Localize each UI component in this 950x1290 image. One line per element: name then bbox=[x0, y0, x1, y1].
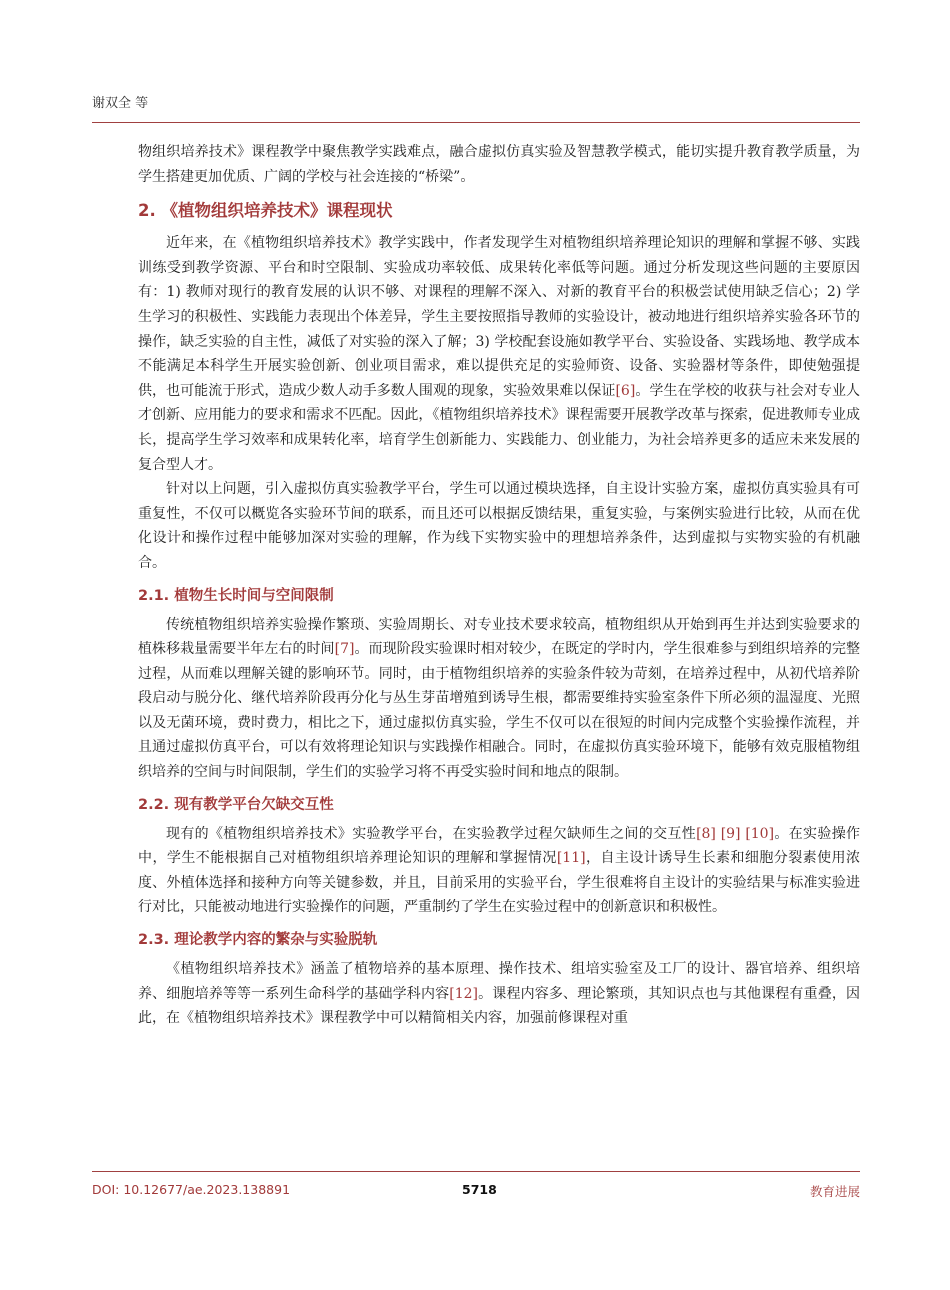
citation-link[interactable]: [7] bbox=[334, 641, 355, 658]
section-2-1-heading: 2.1. 植物生长时间与空间限制 bbox=[138, 587, 334, 604]
citation-link[interactable]: [6] bbox=[615, 382, 636, 399]
paragraph-text: 近年来，在《植物组织培养技术》教学实践中，作者发现学生对植物组织培养理论知识的理解和掌握不够、实践训练受到教学资源、平台和时空限制、实验成功率较低、成果转化率低等问题。通过分析发现这些问题的主要原因有：1) 教师对现行的教育发展的认识不够、对课程的理解不深入、对新的教育平台的积极尝试使用缺乏信心；2) 学生学习的积极性、实践能力表现出个体差异，学生主要按照指导教师的实验设计，被动地进行组织培养实验各环节的操作，缺乏实验的自主性，减低了对实验的深入了解；3) 学校配套设施如教学平台、实验设备、实践场地、教学成本不能满足本科学生开展实验创新、创业项目需求，难以提供充足的实验师资、设备、实验器材等条件，即使勉强提供，也可能流于形式，造成少数人动手多数人围观的现象，实验效果难以保证 bbox=[138, 235, 860, 399]
intro-paragraph: 物组织培养技术》课程教学中聚焦教学实践难点，融合虚拟仿真实验及智慧教学模式，能切实提升教育教学质量，为学生搭建更加优质、广阔的学校与社会连接的“桥梁”。 bbox=[138, 144, 860, 185]
footer-divider bbox=[92, 1171, 860, 1172]
citation-link[interactable]: [8] bbox=[696, 825, 716, 842]
footer-page-number: 5718 bbox=[462, 1182, 497, 1197]
paragraph-text: 。学生在学校的收获与社会对专业人才创新、应用能力的要求和需求不匹配。因此，《植物组织培养技术》课程需要开展教学改革与探索，促进教师专业成长，提高学生学习效率和成果转化率，培育学生创新能力、实践能力、创业能力，为社会培养更多的适应未来发展的复合型人才。 bbox=[138, 382, 861, 473]
section-2-2-heading: 2.2. 现有教学平台欠缺交互性 bbox=[138, 796, 334, 813]
paragraph-text: 传统植物组织培养实验操作繁琐、实验周期长、对专业技术要求较高，植物组织从开始到再生并达到实验要求的植株移栽量需要半年左右的时间 bbox=[138, 616, 860, 658]
section-2-paragraph-2: 针对以上问题，引入虚拟仿真实验教学平台，学生可以通过模块选择，自主设计实验方案，虚拟仿真实验具有可重复性，不仅可以概览各实验环节间的联系，而且还可以根据反馈结果，重复实验，与案例实验进行比较，从而在优化设计和操作过程中能够加深对实验的理解，作为线下实物实验中的理想培养条件，达到虚拟与实物实验的有机融合。 bbox=[138, 481, 860, 571]
citation-link[interactable]: [9] bbox=[720, 825, 741, 842]
section-2-3-heading: 2.3. 理论教学内容的繁杂与实验脱轨 bbox=[138, 932, 378, 949]
citation-link[interactable]: [10] bbox=[745, 825, 775, 842]
paragraph-text: 。课程内容多、理论繁琐，其知识点也与其他课程有重叠，因此，在《植物组织培养技术》课程教学中可以精简相关内容，加强前修课程对重 bbox=[138, 985, 861, 1027]
paragraph-text: 现有的《植物组织培养技术》实验教学平台，在实验教学过程欠缺师生之间的交互性 bbox=[166, 825, 697, 842]
paragraph-text: 《植物组织培养技术》涵盖了植物培养的基本原理、操作技术、组培实验室及工厂的设计、器官培养、组织培养、细胞培养等等一系列生命科学的基础学科内容 bbox=[138, 961, 860, 1002]
footer-journal-name: 教育进展 bbox=[809, 1184, 860, 1199]
header-divider bbox=[92, 122, 860, 123]
section-2-2-paragraph bbox=[138, 822, 860, 920]
citation-link[interactable]: [11] bbox=[556, 850, 586, 867]
paragraph-text: ，自主设计诱导生长素和细胞分裂素使用浓度、外植体选择和接种方向等关键参数，并且，目前采用的实验平台，学生很难将自主设计的实验结果与标准实验进行对比，只能被动地进行实验操作的问题，严重制约了学生在实验过程中的创新意识和积极性。 bbox=[138, 850, 861, 916]
citation-link[interactable]: [12] bbox=[449, 985, 479, 1002]
footer-doi-link[interactable]: DOI: 10.12677/ae.2023.138891 bbox=[92, 1182, 291, 1197]
paragraph-text: 。在实验操作中，学生不能根据自己对植物组织培养理论知识的理解和掌握情况 bbox=[138, 825, 861, 867]
section-2-paragraph-1 bbox=[138, 231, 860, 477]
article-body bbox=[138, 140, 860, 1031]
section-2-1-paragraph bbox=[138, 613, 860, 785]
paragraph-text: 。而现阶段实验课时相对较少，在既定的学时内，学生很难参与到组织培养的完整过程，从而难以理解关键的影响环节。同时，由于植物组织培养的实验条件较为苛刻，在培养过程中，从初代培养阶段启动与脱分化、继代培养阶段再分化与丛生芽苗增殖到诱导生根，都需要维持实验室条件下所必须的温湿度、光照以及无菌环境，费时费力，相比之下，通过虚拟仿真实验，学生不仅可以在很短的时间内完成整个实验操作流程，并且通过虚拟仿真平台，可以有效将理论知识与实践操作相融合。同时，在虚拟仿真实验环境下，能够有效克服植物组织培养的空间与时间限制，学生们的实验学习将不再受实验时间和地点的限制。 bbox=[138, 641, 861, 781]
section-2-3-paragraph bbox=[138, 957, 860, 1031]
running-header-author: 谢双全 等 bbox=[92, 96, 149, 111]
section-2-heading: 2. 《植物组织培养技术》课程现状 bbox=[138, 201, 393, 221]
